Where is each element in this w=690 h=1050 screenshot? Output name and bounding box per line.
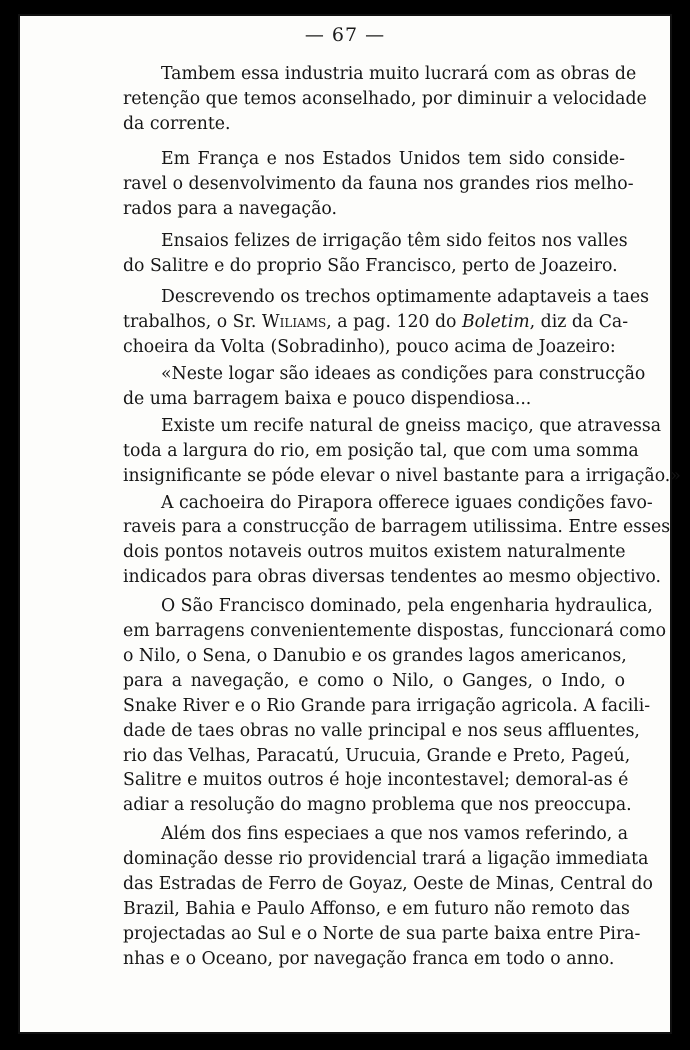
paragraph-5 (85, 362, 646, 412)
text-line: Brazil, Bahia e Paulo Affonso, e em futuro não remoto das (123, 899, 630, 919)
text-line: das Estradas de Ferro de Goyaz, Oeste de Minas, Central do (123, 874, 653, 895)
text-line: Tambem essa industria muito lucrará com as obras de (161, 64, 637, 84)
text-line: A cachoeira do Pirapora offerece iguaes condições favo- (161, 492, 653, 513)
text-line: nhas e o Oceano, por navegação franca em todo o anno. (123, 948, 615, 969)
paragraph-9 (85, 822, 653, 971)
text-line: O São Francisco dominado, pela engenharia hydraulica, (161, 596, 653, 617)
text-fragment: , a pag. 120 do (326, 312, 457, 333)
text-line: dominação desse rio providencial trará a ligação immediata (123, 849, 649, 870)
text-line: Ensaios felizes de irrigação têm sido feitos nos valles (161, 231, 628, 252)
text-line: ravel o desenvolvimento da fauna nos grandes rios melho- (123, 173, 634, 194)
text-line: do Salitre e do proprio São Francisco, perto de Joazeiro. (123, 256, 618, 277)
publication-title: Boletim (461, 312, 530, 333)
book-page (18, 14, 681, 1034)
text-line: Descrevendo os trechos optimamente adaptaveis a taes (161, 287, 650, 308)
text-line: rio das Velhas, Paracatú, Urucuia, Grande e Preto, Pageú, (123, 745, 631, 766)
paragraph-4 (85, 285, 650, 360)
text-line: insignificante se póde elevar o nivel bastante para a irrigação.» (123, 465, 681, 486)
text-line: rados para a navegação. (123, 198, 337, 219)
author-name: Wiliams (261, 312, 327, 333)
text-line: Em França e nos Estados Unidos tem sido conside- (161, 148, 625, 169)
paragraph-1 (85, 62, 647, 137)
text-line: em barragens convenientemente dispostas, funccionará como (123, 621, 667, 642)
text-line: para a navegação, e como o Nilo, o Ganges, o Indo, o (123, 670, 625, 691)
text-line: Existe um recife natural de gneiss maciço, que atravessa (161, 415, 662, 436)
text-line: dade de taes obras no valle principal e nos seus affluentes, (123, 720, 640, 741)
text-fragment: trabalhos, o Sr. (123, 312, 257, 333)
paragraph-3 (85, 229, 628, 279)
text-line: adiar a resolução do magno problema que nos preoccupa. (123, 795, 632, 816)
paragraph-7 (85, 491, 671, 591)
text-line: Snake River e o Rio Grande para irrigação agricola. A facili- (123, 695, 651, 716)
page-number: — 67 — (304, 24, 386, 46)
paragraph-6 (85, 414, 681, 489)
text-line: dois pontos notaveis outros muitos existem naturalmente (123, 542, 626, 563)
text-line: de uma barragem baixa e pouco dispendiosa... (123, 388, 532, 409)
text-line: indicados para obras diversas tendentes ao mesmo objectivo. (123, 567, 662, 588)
text-line: retenção que temos aconselhado, por diminuir a velocidade (123, 88, 647, 109)
text-line: da corrente. (123, 113, 231, 134)
text-line: choeira da Volta (Sobradinho), pouco acima de Joazeiro: (123, 337, 616, 358)
text-line: Salitre e muitos outros é hoje incontestavel; demoral-as é (123, 770, 629, 791)
text-line-mixed (85, 310, 629, 335)
text-line: Além dos fins especiaes a que nos vamos referindo, a (161, 824, 629, 845)
text-line: raveis para a construcção de barragem utilissima. Entre esses (123, 517, 671, 538)
text-line: projectadas ao Sul e o Norte de sua parte baixa entre Pira- (123, 923, 641, 944)
paragraph-8 (85, 594, 667, 818)
text-line: toda a largura do rio, em posição tal, que com uma somma (123, 440, 639, 461)
text-fragment: , diz da Ca- (529, 312, 629, 333)
paragraph-2 (85, 147, 634, 222)
text-line: «Neste logar são ideaes as condições para construcção (161, 363, 646, 384)
body-text (85, 62, 681, 972)
text-line: o Nilo, o Sena, o Danubio e os grandes lagos americanos, (123, 645, 627, 666)
